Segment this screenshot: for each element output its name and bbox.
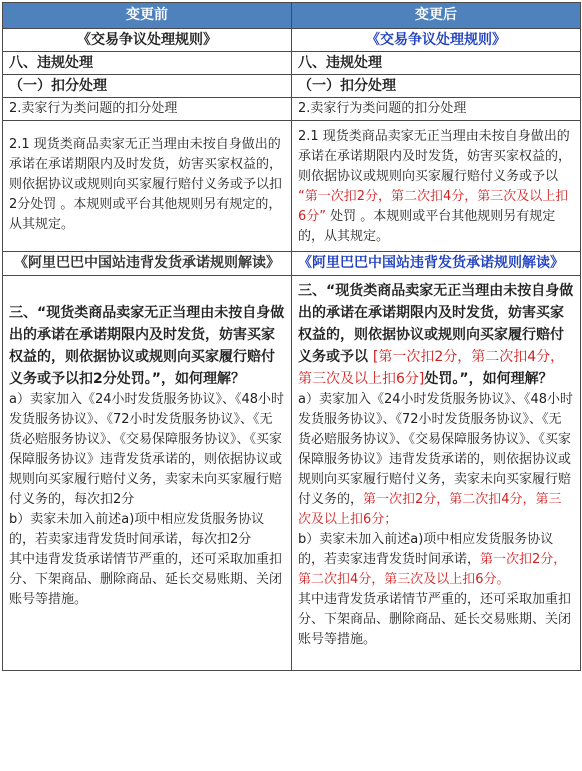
interpretation-body-after [292, 276, 581, 671]
clause-a-text [298, 390, 574, 530]
rule-text: 2.1 现货类商品卖家无正当理由未按自身做出的承诺在承诺期限内及时发货，妨害买家权益的，则依据协议或规则向买家履行赔付义务或予以 [298, 129, 572, 184]
rule-paragraph [298, 127, 574, 247]
clause-heading-before: 2.卖家行为类问题的扣分处理 [3, 98, 292, 121]
question-text: 三、“现货类商品卖家无正当理由未按自身做出的承诺在承诺期限内及时发货，妨害买家权益的，则依据协议或规则向买家履行赔付义务或予以扣2分处罚。”，如何理解？ [9, 305, 285, 387]
header-before: 变更前 [3, 3, 292, 29]
doc-title-before: 《交易争议处理规则》 [3, 29, 292, 52]
serious-violation-text: 其中违背发货承诺情节严重的，还可采取加重扣分、下架商品、删除商品、延长交易账期、关闭账号等措施。 [298, 592, 572, 647]
section-heading-before: 八、违规处理 [3, 52, 292, 75]
clause-a-text: a）卖家加入《24小时发货服务协议》、《48小时发货服务协议》、《72小时发货服务协议》、《无货必赔服务协议》、《交易保障服务协议》、《买家保障服务协议》违背发货承诺的，则依据协议或规则向买家履行赔付义务，卖家未向买家履行赔付义务的，每次扣2分 [9, 392, 285, 507]
rule-text-before [3, 121, 292, 252]
subsection-heading-after: （一）扣分处理 [292, 75, 581, 98]
clause-text: a）卖家加入《24小时发货服务协议》、《48小时发货服务协议》、《72小时发货服务协议》、《无货必赔服务协议》、《交易保障服务协议》、《买家保障服务协议》违背发货承诺的，则依据协议或规则向买家履行赔付义务，卖家未向买家履行赔付义务的， [298, 392, 574, 507]
rule-text-after [292, 121, 581, 252]
clause-heading-after: 2.卖家行为类问题的扣分处理 [292, 98, 581, 121]
question-part: 处罚。”，如何理解？ [424, 371, 553, 387]
interpretation-body-before [3, 276, 292, 671]
question-part: 三、“现货类商品卖家无正当理由未按自身做出的承诺在承诺期限内及时发货，妨害买家权益的，则依据协议或规则向买家履行赔付义务或予以 [298, 283, 574, 365]
subsection-heading-before: （一）扣分处理 [3, 75, 292, 98]
clause-b-text [298, 530, 574, 590]
changed-penalty-text: “第一次扣2分，第二次扣4分，第三次及以上扣6分” [298, 189, 569, 224]
rule-paragraph: 2.1 现货类商品卖家无正当理由未按自身做出的承诺在承诺期限内及时发货，妨害买家权益的，则依据协议或规则向买家履行赔付义务或予以扣2分处罚 。本规则或平台其他规则另有规定的，从其规定。 [9, 137, 283, 232]
changed-penalty-text: [第一次扣2分，第二次扣4分，第三次及以上扣6分] [298, 349, 565, 387]
changed-penalty-text: 第一次扣2分，第二次扣4分，第三次及以上扣6分； [298, 492, 562, 527]
section-heading-after: 八、违规处理 [292, 52, 581, 75]
serious-violation-text: 其中违背发货承诺情节严重的，还可采取加重扣分、下架商品、删除商品、延长交易账期、关闭账号等措施。 [9, 552, 283, 607]
doc-title-after: 《交易争议处理规则》 [292, 29, 581, 52]
clause-b-text: b）卖家未加入前述a)项中相应发货服务协议的，若卖家违背发货时间承诺，每次扣2分 [9, 512, 265, 547]
question-text [298, 280, 574, 390]
interpretation-title-after: 《阿里巴巴中国站违背发货承诺规则解读》 [292, 252, 581, 276]
clause-text: b）卖家未加入前述a)项中相应发货服务协议的，若卖家违背发货时间承诺， [298, 532, 554, 567]
changed-penalty-text: 第一次扣2分，第二次扣4分，第三次及以上扣6分。 [298, 552, 567, 587]
interpretation-title-before: 《阿里巴巴中国站违背发货承诺规则解读》 [3, 252, 292, 276]
comparison-table [2, 2, 581, 671]
rule-text: 处罚 。本规则或平台其他规则另有规定的，从其规定。 [298, 209, 556, 244]
header-after: 变更后 [292, 3, 581, 29]
